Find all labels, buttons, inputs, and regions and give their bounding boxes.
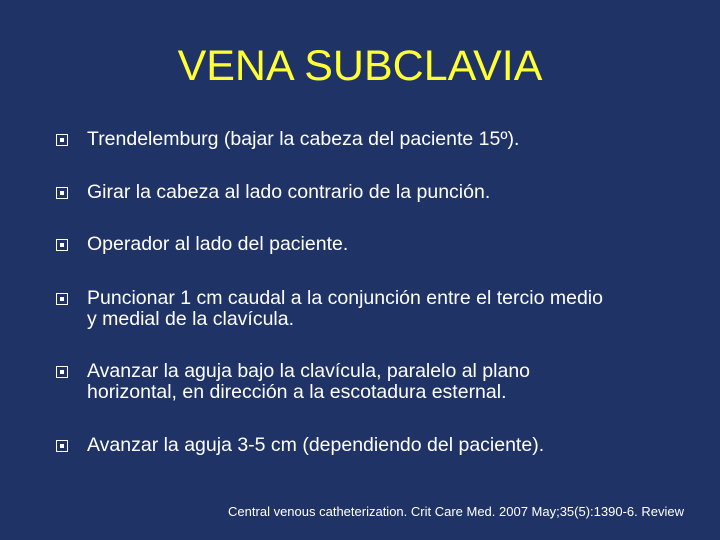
boxed-square-bullet-icon bbox=[56, 187, 68, 199]
slide-title: VENA SUBCLAVIA bbox=[177, 42, 543, 90]
bullet-text: Girar la cabeza al lado contrario de la punción. bbox=[87, 181, 491, 203]
bullet-text: Trendelemburg (bajar la cabeza del paciente 15º). bbox=[87, 128, 520, 150]
reference-citation: Central venous catheterization. Crit Care Med. 2007 May;35(5):1390-6. Review bbox=[228, 504, 684, 519]
boxed-square-bullet-icon bbox=[56, 440, 68, 452]
boxed-square-bullet-icon bbox=[56, 366, 68, 378]
bullet-text: Operador al lado del paciente. bbox=[87, 233, 349, 255]
boxed-square-bullet-icon bbox=[56, 134, 68, 146]
bullet-text: Avanzar la aguja 3-5 cm (dependiendo del paciente). bbox=[87, 434, 545, 456]
boxed-square-bullet-icon bbox=[56, 239, 68, 251]
bullet-text: Puncionar 1 cm caudal a la conjunción entre el tercio medio y medial de la clavícula. bbox=[87, 287, 603, 330]
bullet-text: Avanzar la aguja bajo la clavícula, paralelo al plano horizontal, en dirección a la escotadura esternal. bbox=[87, 360, 531, 403]
boxed-square-bullet-icon bbox=[56, 293, 68, 305]
